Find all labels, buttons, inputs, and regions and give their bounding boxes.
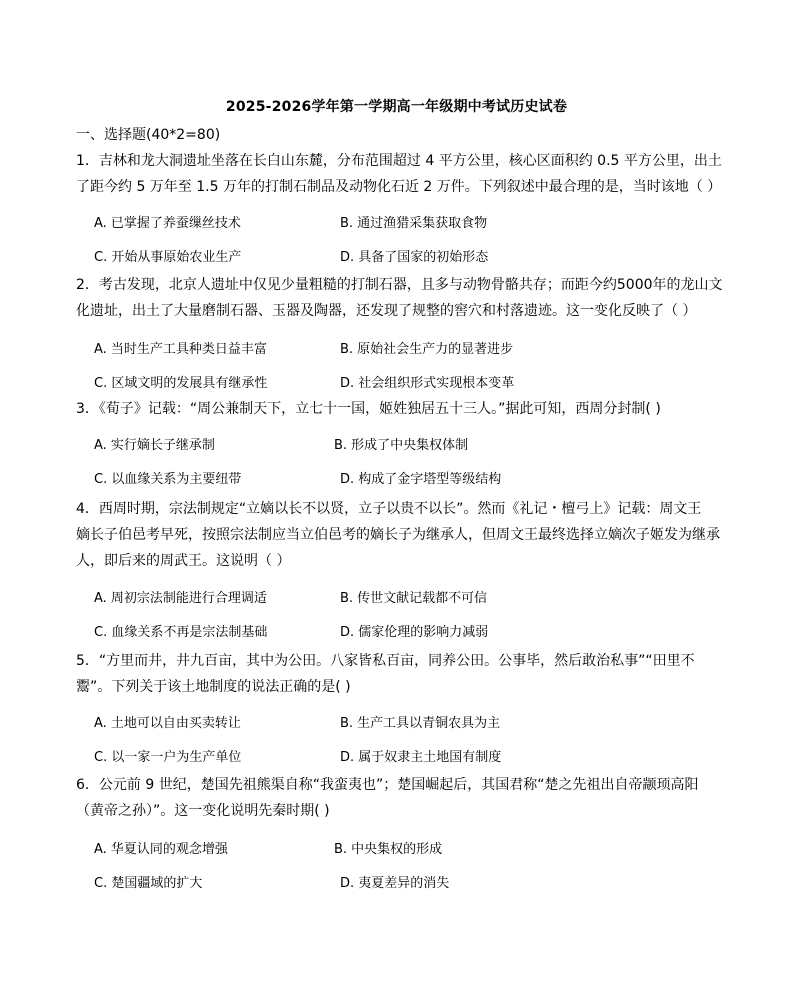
- question-line: 3．《荀子》记载：“周公兼制天下，立七十一国，姬姓独居五十三人。”据此可知，西周分封制( ): [76, 401, 661, 417]
- option-a: A. 华夏认同的观念增强: [94, 842, 228, 857]
- question-line: 2．考古发现，北京人遗址中仅见少量粗糙的打制石器，且多与动物骨骼共存；而距今约5000年的龙山文: [76, 277, 723, 293]
- question-1: [76, 148, 726, 200]
- question-2: [76, 272, 726, 324]
- section-heading: 一、选择题(40*2=80): [76, 127, 221, 143]
- option-c: C. 以血缘关系为主要纽带: [94, 472, 242, 487]
- option-c: C. 以一家一户为生产单位: [94, 750, 242, 765]
- option-d: D. 儒家伦理的影响力减弱: [340, 625, 489, 640]
- question-line: 5．“方里而井，井九百亩，其中为公田。八家皆私百亩，同养公田。公事毕，然后敢治私事”“田里不: [76, 653, 695, 669]
- question-line: 人，即后来的周武王。这说明（ ）: [76, 553, 291, 569]
- question-line: 化遗址，出土了大量磨制石器、玉器及陶器，还发现了规整的窖穴和村落遗迹。这一变化反映了（ ）: [76, 303, 697, 319]
- option-b: B. 传世文献记载都不可信: [340, 591, 488, 606]
- question-line: 嫡长子伯邑考早死，按照宗法制应当立伯邑考的嫡长子为继承人，但周文王最终选择立嫡次子姬发为继承: [76, 527, 720, 543]
- option-b: B. 原始社会生产力的显著进步: [340, 342, 514, 357]
- option-b: B. 生产工具以青铜农具为主: [340, 716, 501, 731]
- option-c: C. 楚国疆域的扩大: [94, 876, 203, 891]
- option-a: A. 周初宗法制能进行合理调适: [94, 591, 267, 606]
- option-c: C. 血缘关系不再是宗法制基础: [94, 625, 268, 640]
- question-line: 1．吉林和龙大洞遗址坐落在长白山东麓，分布范围超过 4 平方公里，核心区面积约 0.5 平方公里，出土: [76, 153, 722, 169]
- question-6: [76, 772, 726, 824]
- option-d: D. 构成了金字塔型等级结构: [340, 472, 502, 487]
- question-3: [76, 396, 726, 422]
- question-line: 4．西周时期，宗法制规定“立嫡以长不以贤，立子以贵不以长”。然而《礼记・檀弓上》记载：周文王: [76, 501, 702, 517]
- question-line: （黄帝之孙）”。这一变化说明先秦时期( ): [76, 803, 330, 819]
- question-line: 6．公元前 9 世纪，楚国先祖熊渠自称“我蛮夷也”；楚国崛起后，其国君称“楚之先祖出自帝颛顼高阳: [76, 777, 699, 793]
- question-4: [76, 496, 726, 574]
- option-d: D. 社会组织形式实现根本变革: [340, 376, 515, 391]
- option-d: D. 具备了国家的初始形态: [340, 250, 489, 265]
- page-title: 2025-2026学年第一学期高一年级期中考试历史试卷: [225, 99, 568, 115]
- option-a: A. 土地可以自由买卖转让: [94, 716, 241, 731]
- option-a: A. 当时生产工具种类日益丰富: [94, 342, 267, 357]
- option-b: B. 中央集权的形成: [334, 842, 443, 857]
- option-a: A. 实行嫡长子继承制: [94, 438, 215, 453]
- option-d: D. 夷夏差异的消失: [340, 876, 450, 891]
- option-b: B. 通过渔猎采集获取食物: [340, 216, 488, 231]
- question-line: 了距今约 5 万年至 1.5 万年的打制石制品及动物化石近 2 万件。下列叙述中最合理的是，当时该地（ ）: [76, 179, 722, 195]
- question-line: 鬻”。下列关于该土地制度的说法正确的是( ): [76, 679, 351, 695]
- option-b: B. 形成了中央集权体制: [334, 438, 469, 453]
- question-5: [76, 648, 726, 700]
- option-d: D. 属于奴隶主土地国有制度: [340, 750, 502, 765]
- option-a: A. 已掌握了养蚕缫丝技术: [94, 216, 241, 231]
- option-c: C. 开始从事原始农业生产: [94, 250, 242, 265]
- option-c: C. 区域文明的发展具有继承性: [94, 376, 268, 391]
